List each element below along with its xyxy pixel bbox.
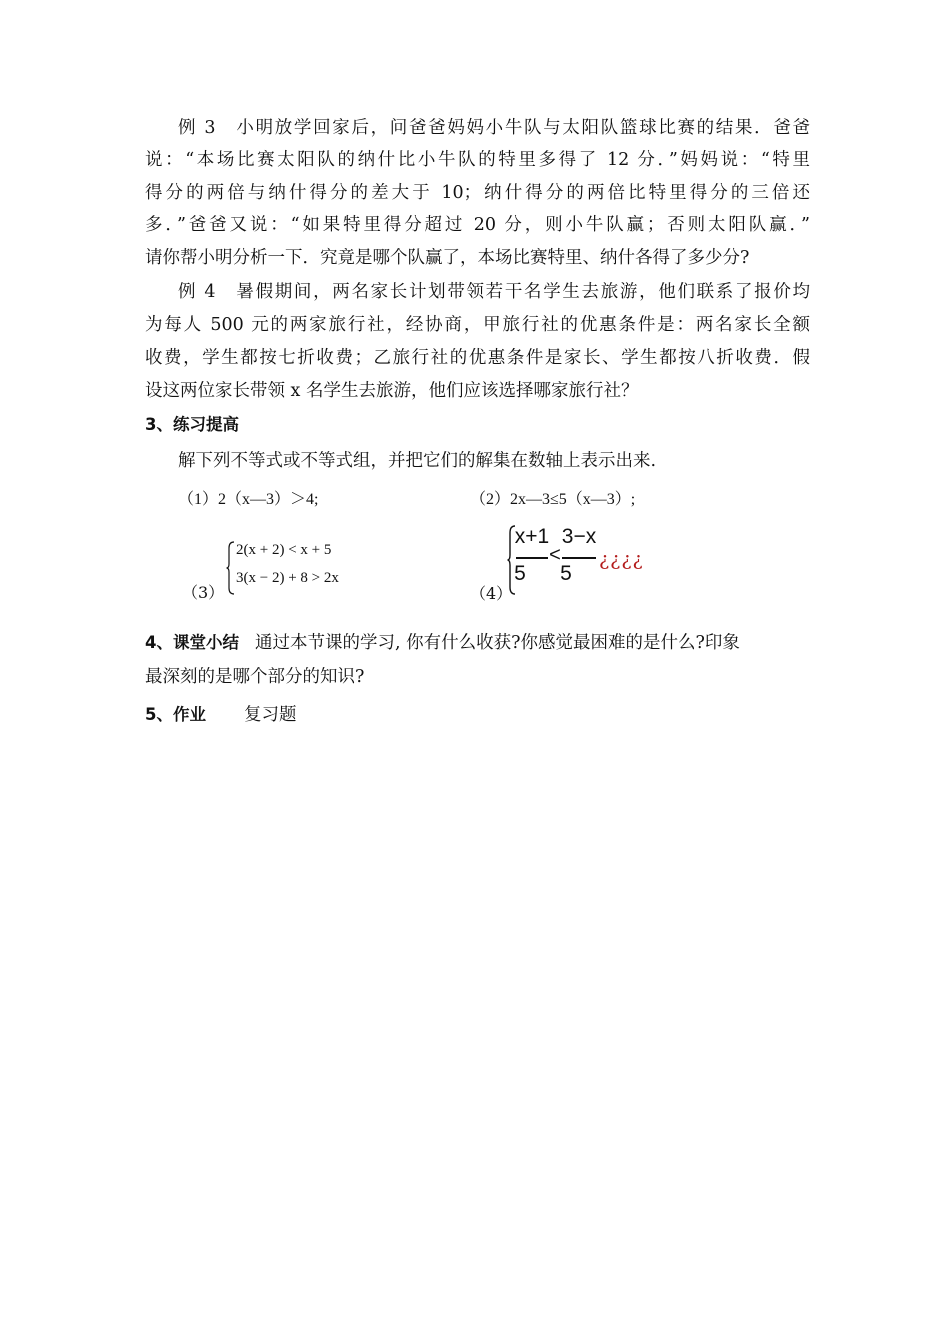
- example4-line-1: 例 4 暑假期间，两名家长计划带领若干名学生去旅游，他们联系了报价均: [178, 282, 810, 302]
- fraction-1-bar: [516, 557, 548, 559]
- example4-line-4: 设这两位家长带领 x 名学生去旅游，他们应该选择哪家旅行社？: [145, 381, 639, 401]
- example4-line-2: 为每人 500 元的两家旅行社，经协商，甲旅行社的优惠条件是：两名家长全额: [145, 315, 810, 335]
- section4-line-2: 最深刻的是哪个部分的知识?: [145, 667, 365, 687]
- fraction-2-denominator: 5: [560, 562, 572, 585]
- section5-text: 复习题: [243, 705, 297, 725]
- less-than-sign: <: [549, 544, 561, 566]
- problem-3-brace: [226, 540, 236, 596]
- example3-line-2: 说：“本场比赛太阳队的纳什比小牛队的特里多得了 12 分．”妈妈说：“特里: [145, 150, 810, 170]
- example3-line-3: 得分的两倍与纳什得分的差大于 10；纳什得分的两倍比特里得分的三倍还: [145, 183, 810, 203]
- section4-line-1: [145, 631, 810, 655]
- example4-line-3: 收费，学生都按七折收费；乙旅行社的优惠条件是家长、学生都按八折收费．假: [145, 348, 810, 368]
- problem-3-inequality-2: 3(x − 2) + 8 > 2x: [236, 570, 339, 586]
- fraction-1-denominator: 5: [514, 562, 526, 585]
- fraction-1-numerator: x+1: [514, 525, 550, 548]
- problem-1: （1）2（x—3）＞4;: [178, 491, 319, 508]
- example3-line-5: 请你帮小明分析一下．究竟是哪个队赢了，本场比赛特里、纳什各得了多少分?: [145, 248, 750, 268]
- problem-2: （2）2x—3≤5（x—3）;: [470, 491, 636, 508]
- problem-3-inequality-1: 2(x + 2) < x + 5: [236, 542, 332, 558]
- problem-4-label: （4）: [470, 584, 513, 603]
- example3-line-4: 多．”爸爸又说：“如果特里得分超过 20 分，则小牛队赢；否则太阳队赢．”: [145, 215, 810, 235]
- fraction-2-bar: [562, 557, 596, 559]
- problem-3-label: （3）: [182, 583, 225, 602]
- section3-instruction: 解下列不等式或不等式组，并把它们的解集在数轴上表示出来.: [178, 451, 657, 471]
- section5-line: [145, 703, 296, 727]
- fraction-2-numerator: 3−x: [561, 525, 597, 548]
- garbled-characters: ¿¿¿¿: [599, 548, 644, 570]
- section5-heading: 5、作业: [145, 705, 206, 724]
- section4-text: 通过本节课的学习, 你有什么收获?你感觉最困难的是什么?印象: [254, 633, 740, 653]
- example3-line-1: 例 3 小明放学回家后，问爸爸妈妈小牛队与太阳队篮球比赛的结果．爸爸: [178, 118, 810, 138]
- section3-heading: 3、练习提高: [145, 415, 239, 434]
- section4-heading: 4、课堂小结: [145, 633, 239, 652]
